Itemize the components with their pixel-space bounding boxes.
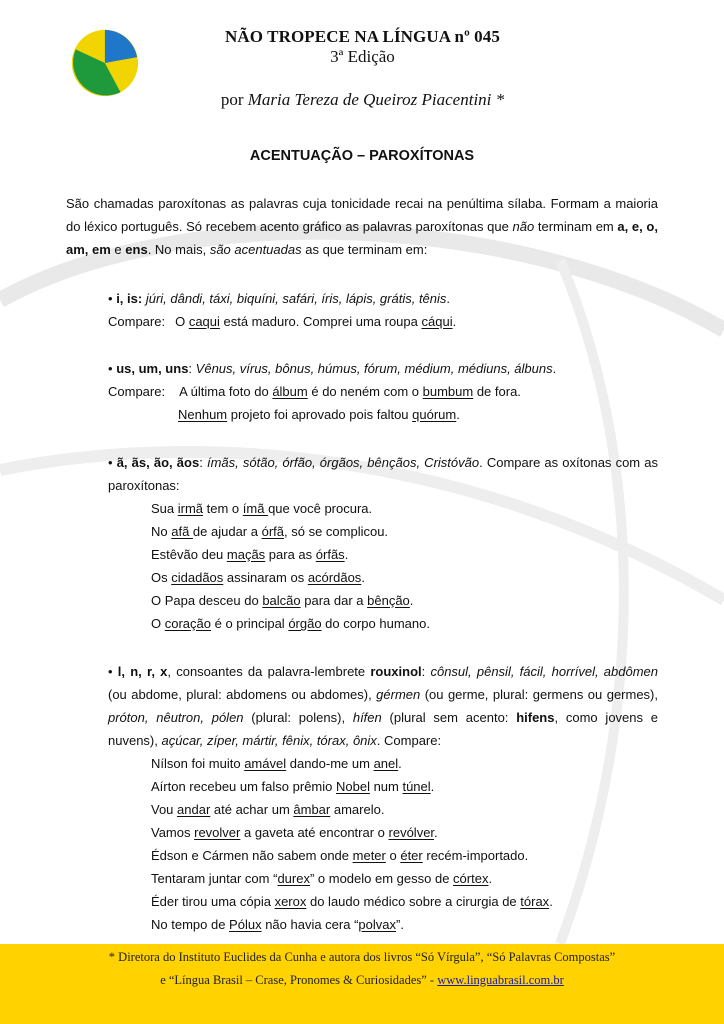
example-text: num bbox=[369, 779, 403, 794]
example-text: do laudo médico sobre a cirurgia de bbox=[306, 894, 521, 909]
intro-endings: a, e, o, am, em bbox=[66, 219, 658, 257]
item-text: : bbox=[421, 664, 431, 679]
example-text: amarelo. bbox=[330, 802, 385, 817]
example-text: . bbox=[549, 894, 553, 909]
intro-endings: ens bbox=[125, 242, 148, 257]
example-text: . bbox=[452, 314, 457, 329]
example-text: Vou bbox=[151, 802, 178, 817]
example-text: Estêvão deu bbox=[151, 547, 227, 562]
intro-text: . No mais, bbox=[147, 242, 210, 257]
compare-line bbox=[178, 403, 460, 426]
example-text: Nílson foi muito bbox=[151, 756, 245, 771]
example-text: , só se complicou. bbox=[284, 524, 389, 539]
example-line bbox=[151, 543, 348, 566]
example-text: A última foto do bbox=[179, 384, 273, 399]
example-word: cidadãos bbox=[171, 570, 224, 585]
example-word: afã bbox=[171, 524, 193, 539]
example-text: . bbox=[434, 825, 438, 840]
example-line bbox=[151, 890, 553, 913]
example-text: para as bbox=[265, 547, 316, 562]
example-text: é o principal bbox=[210, 616, 289, 631]
punctuation: : bbox=[188, 361, 193, 376]
compare-line bbox=[108, 310, 456, 333]
item-examples: ímãs, sótão, órfão, órgãos, bênçãos, Cristóvão bbox=[206, 455, 480, 470]
list-item bbox=[108, 660, 658, 752]
example-line bbox=[151, 612, 430, 635]
example-text: de ajudar a bbox=[192, 524, 262, 539]
example-word: revolver bbox=[194, 825, 241, 840]
example-word: xerox bbox=[274, 894, 307, 909]
intro-text: as que terminam em: bbox=[301, 242, 428, 257]
item-examples: gérmen bbox=[376, 687, 421, 702]
item-text: (ou abdome, plural: abdomens ou abdomes), bbox=[108, 687, 377, 702]
example-word: andar bbox=[177, 802, 211, 817]
edition: 3ª Edição bbox=[330, 47, 395, 66]
example-word: durex bbox=[277, 871, 310, 886]
compare-line bbox=[108, 380, 521, 403]
item-label: l, n, r, x bbox=[117, 664, 168, 679]
item-text: (ou germe, plural: germens ou germes), bbox=[420, 687, 658, 702]
example-word: tórax bbox=[520, 894, 550, 909]
example-line bbox=[151, 798, 384, 821]
example-line bbox=[151, 520, 388, 543]
example-line bbox=[151, 497, 372, 520]
example-line bbox=[151, 566, 365, 589]
item-examples: próton, nêutron, pólen bbox=[108, 710, 244, 725]
example-text: No tempo de bbox=[151, 917, 230, 932]
item-examples: açúcar, zíper, mártir, fênix, tórax, ônix bbox=[161, 733, 377, 748]
item-examples: Vênus, vírus, bônus, húmus, fórum, médium, médiuns, álbuns bbox=[195, 361, 553, 376]
compare-label: Compare: bbox=[108, 314, 166, 329]
item-text: . Compare as oxítonas com as paroxítonas: bbox=[108, 455, 658, 493]
punctuation: : bbox=[199, 455, 203, 470]
item-text: , consoantes da palavra-lembrete bbox=[167, 664, 371, 679]
footer-books bbox=[0, 973, 724, 988]
compare-label: Compare: bbox=[108, 384, 166, 399]
example-text: Éder tirou uma cópia bbox=[151, 894, 275, 909]
example-word: âmbar bbox=[293, 802, 331, 817]
item-text: (plural: polens), bbox=[243, 710, 353, 725]
example-text: . bbox=[344, 547, 349, 562]
example-word: revólver bbox=[388, 825, 435, 840]
example-text: não havia cera “ bbox=[261, 917, 359, 932]
example-word: Pólux bbox=[229, 917, 262, 932]
example-text: O Papa desceu do bbox=[151, 593, 263, 608]
list-item bbox=[108, 357, 556, 380]
example-word: cáqui bbox=[421, 314, 453, 329]
example-text: está maduro. Comprei uma roupa bbox=[219, 314, 422, 329]
example-word: Nobel bbox=[335, 779, 370, 794]
example-text: Aírton recebeu um falso prêmio bbox=[151, 779, 336, 794]
example-text: O bbox=[175, 314, 189, 329]
example-text: . bbox=[409, 593, 414, 608]
bullet-icon: • bbox=[108, 361, 113, 376]
example-word: bumbum bbox=[422, 384, 474, 399]
list-item bbox=[108, 287, 450, 310]
punctuation: . bbox=[446, 291, 451, 306]
item-examples: hífen bbox=[352, 710, 382, 725]
example-word: irmã bbox=[177, 501, 204, 516]
example-text: Édson e Cármen não sabem onde bbox=[151, 848, 353, 863]
list-item bbox=[108, 451, 658, 497]
document-title: NÃO TROPECE NA LÍNGUA nº 045 bbox=[225, 27, 500, 46]
example-text: recém-importado. bbox=[422, 848, 529, 863]
example-word: meter bbox=[352, 848, 386, 863]
logo-icon bbox=[62, 24, 140, 102]
example-text: dando-me um bbox=[286, 756, 374, 771]
example-word: córtex bbox=[453, 871, 489, 886]
item-keyword: hifens bbox=[516, 710, 555, 725]
author-name: Maria Tereza de Queiroz Piacentini * bbox=[247, 90, 505, 109]
website-link[interactable]: www.linguabrasil.com.br bbox=[437, 973, 564, 987]
example-text: que você procura. bbox=[268, 501, 373, 516]
example-word: quórum bbox=[412, 407, 457, 422]
example-text: . bbox=[456, 407, 460, 422]
example-text: O bbox=[151, 616, 165, 631]
example-line bbox=[151, 844, 528, 867]
example-line bbox=[151, 589, 413, 612]
example-text: para dar a bbox=[300, 593, 368, 608]
footer-books-text: e “Língua Brasil – Crase, Pronomes & Curiosidades” - bbox=[160, 973, 438, 987]
intro-text: terminam em bbox=[534, 219, 618, 234]
example-text: Sua bbox=[151, 501, 178, 516]
example-word: órfãs bbox=[315, 547, 345, 562]
example-word: coração bbox=[164, 616, 211, 631]
intro-emphasis: são acentuadas bbox=[209, 242, 302, 257]
example-text: é do neném com o bbox=[307, 384, 423, 399]
item-text: (plural sem acento: bbox=[381, 710, 517, 725]
item-label: i, is: bbox=[116, 291, 143, 306]
item-examples: júri, dândi, táxi, biquíni, safári, íris, lápis, grátis, tênis bbox=[145, 291, 447, 306]
example-text: ” o modelo em gesso de bbox=[309, 871, 454, 886]
example-text: Os bbox=[151, 570, 172, 585]
example-word: Nenhum bbox=[178, 407, 228, 422]
item-label: ã, ãs, ão, ãos bbox=[116, 455, 200, 470]
example-text: . bbox=[398, 756, 402, 771]
example-word: balcão bbox=[262, 593, 301, 608]
punctuation: . bbox=[552, 361, 557, 376]
intro-paragraph bbox=[66, 192, 658, 261]
item-text: . Compare: bbox=[376, 733, 442, 748]
example-word: caqui bbox=[188, 314, 220, 329]
example-text: Tentaram juntar com “ bbox=[151, 871, 278, 886]
item-label: us, um, uns bbox=[116, 361, 189, 376]
example-text: ”. bbox=[396, 917, 404, 932]
example-line bbox=[151, 752, 402, 775]
example-word: ímã bbox=[242, 501, 269, 516]
example-word: álbum bbox=[272, 384, 308, 399]
example-text: . bbox=[361, 570, 365, 585]
item-text: , como jovens e nuvens), bbox=[108, 710, 659, 748]
example-text: Vamos bbox=[151, 825, 195, 840]
example-text: do corpo humano. bbox=[321, 616, 430, 631]
footer bbox=[0, 944, 724, 1024]
example-line bbox=[151, 821, 438, 844]
example-line bbox=[151, 775, 434, 798]
example-word: éter bbox=[400, 848, 423, 863]
byline-prefix: por bbox=[220, 90, 244, 109]
bullet-icon: • bbox=[108, 664, 113, 679]
item-keyword: rouxinol bbox=[370, 664, 422, 679]
example-word: amável bbox=[244, 756, 287, 771]
bullet-icon: • bbox=[108, 455, 113, 470]
example-line bbox=[151, 867, 492, 890]
example-text: assinaram os bbox=[223, 570, 308, 585]
intro-text: São chamadas paroxítonas as palavras cuja tonicidade recai na penúltima sílaba. Formam a maioria do léxico português. Só recebem acento gráfico as palavras paroxítonas que bbox=[66, 196, 658, 234]
intro-emphasis: não bbox=[512, 219, 535, 234]
example-word: bênção bbox=[367, 593, 410, 608]
example-word: maçãs bbox=[226, 547, 266, 562]
example-word: acórdãos bbox=[307, 570, 362, 585]
example-text: até achar um bbox=[210, 802, 294, 817]
footer-note: * Diretora do Instituto Euclides da Cunha e autora dos livros “Só Vírgula”, “Só Palavras Compostas” bbox=[108, 950, 616, 964]
bullet-icon: • bbox=[108, 291, 113, 306]
item-examples: cônsul, pênsil, fácil, horrível, abdômen bbox=[430, 664, 658, 679]
example-text: . bbox=[488, 871, 493, 886]
example-text: No bbox=[151, 524, 172, 539]
example-word: túnel bbox=[402, 779, 431, 794]
example-line bbox=[151, 913, 404, 936]
example-text: tem o bbox=[203, 501, 243, 516]
example-text: o bbox=[385, 848, 401, 863]
intro-text: e bbox=[110, 242, 126, 257]
example-text: a gaveta até encontrar o bbox=[240, 825, 389, 840]
example-word: órfã bbox=[261, 524, 284, 539]
example-word: polvax bbox=[358, 917, 396, 932]
example-word: órgão bbox=[288, 616, 322, 631]
example-text: . bbox=[430, 779, 435, 794]
byline bbox=[150, 90, 575, 110]
example-word: anel bbox=[373, 756, 399, 771]
example-text: projeto foi aprovado pois faltou bbox=[227, 407, 413, 422]
section-title: ACENTUAÇÃO – PAROXÍTONAS bbox=[249, 148, 475, 164]
example-text: de fora. bbox=[473, 384, 521, 399]
